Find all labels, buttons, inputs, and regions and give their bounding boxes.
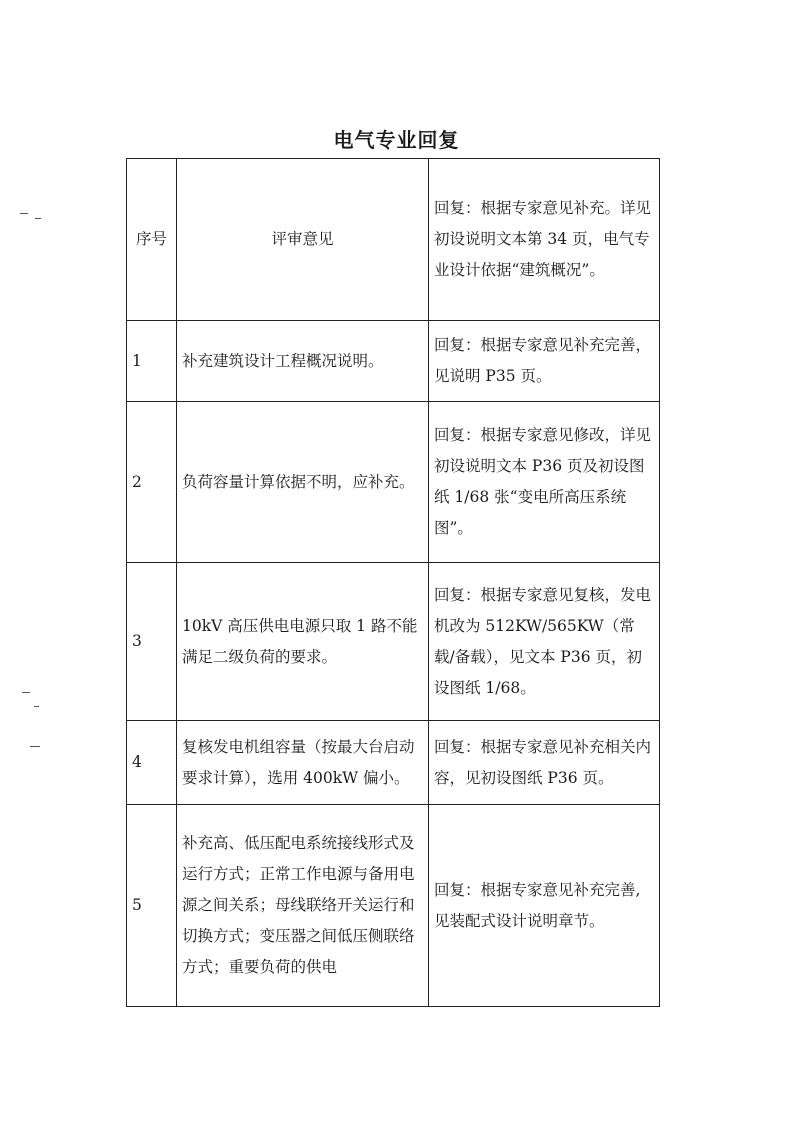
scan-mark (22, 692, 30, 693)
review-reply-table (126, 158, 660, 1007)
row-opinion: 10kV 高压供电电源只取 1 路不能满足二级负荷的要求。 (177, 563, 429, 721)
page-title: 电气专业回复 (333, 128, 460, 152)
row-number: 4 (127, 721, 177, 805)
table-row (127, 805, 660, 1007)
scan-mark (30, 746, 40, 747)
row-opinion: 复核发电机组容量（按最大台启动要求计算），选用 400kW 偏小。 (177, 721, 429, 805)
row-reply: 回复：根据专家意见修改，详见初设说明文本 P36 页及初设图纸 1/68 张“变电所高压系统图”。 (429, 402, 660, 563)
row-opinion: 补充高、低压配电系统接线形式及运行方式；正常工作电源与备用电源之间关系；母线联络开关运行和切换方式；变压器之间低压侧联络方式；重要负荷的供电 (177, 805, 429, 1007)
scan-mark (20, 213, 28, 214)
scan-mark (34, 706, 39, 707)
header-number: 序号 (127, 159, 177, 321)
header-opinion: 评审意见 (177, 159, 429, 321)
row-number: 5 (127, 805, 177, 1007)
row-number: 1 (127, 321, 177, 402)
row-opinion: 负荷容量计算依据不明，应补充。 (177, 402, 429, 563)
table-row (127, 721, 660, 805)
table-row (127, 402, 660, 563)
table-row (127, 563, 660, 721)
row-reply: 回复：根据专家意见补充完善,见装配式设计说明章节。 (429, 805, 660, 1007)
row-reply: 回复：根据专家意见复核，发电机改为 512KW/565KW（常载/备载），见文本 P36 页，初设图纸 1/68。 (429, 563, 660, 721)
table-header-row (127, 159, 660, 321)
row-reply: 回复：根据专家意见补充相关内容，见初设图纸 P36 页。 (429, 721, 660, 805)
header-reply: 回复：根据专家意见补充。详见初设说明文本第 34 页，电气专业设计依据“建筑概况”。 (429, 159, 660, 321)
table-row (127, 321, 660, 402)
row-number: 3 (127, 563, 177, 721)
row-reply: 回复：根据专家意见补充完善，见说明 P35 页。 (429, 321, 660, 402)
row-opinion: 补充建筑设计工程概况说明。 (177, 321, 429, 402)
scan-mark (35, 218, 41, 219)
row-number: 2 (127, 402, 177, 563)
